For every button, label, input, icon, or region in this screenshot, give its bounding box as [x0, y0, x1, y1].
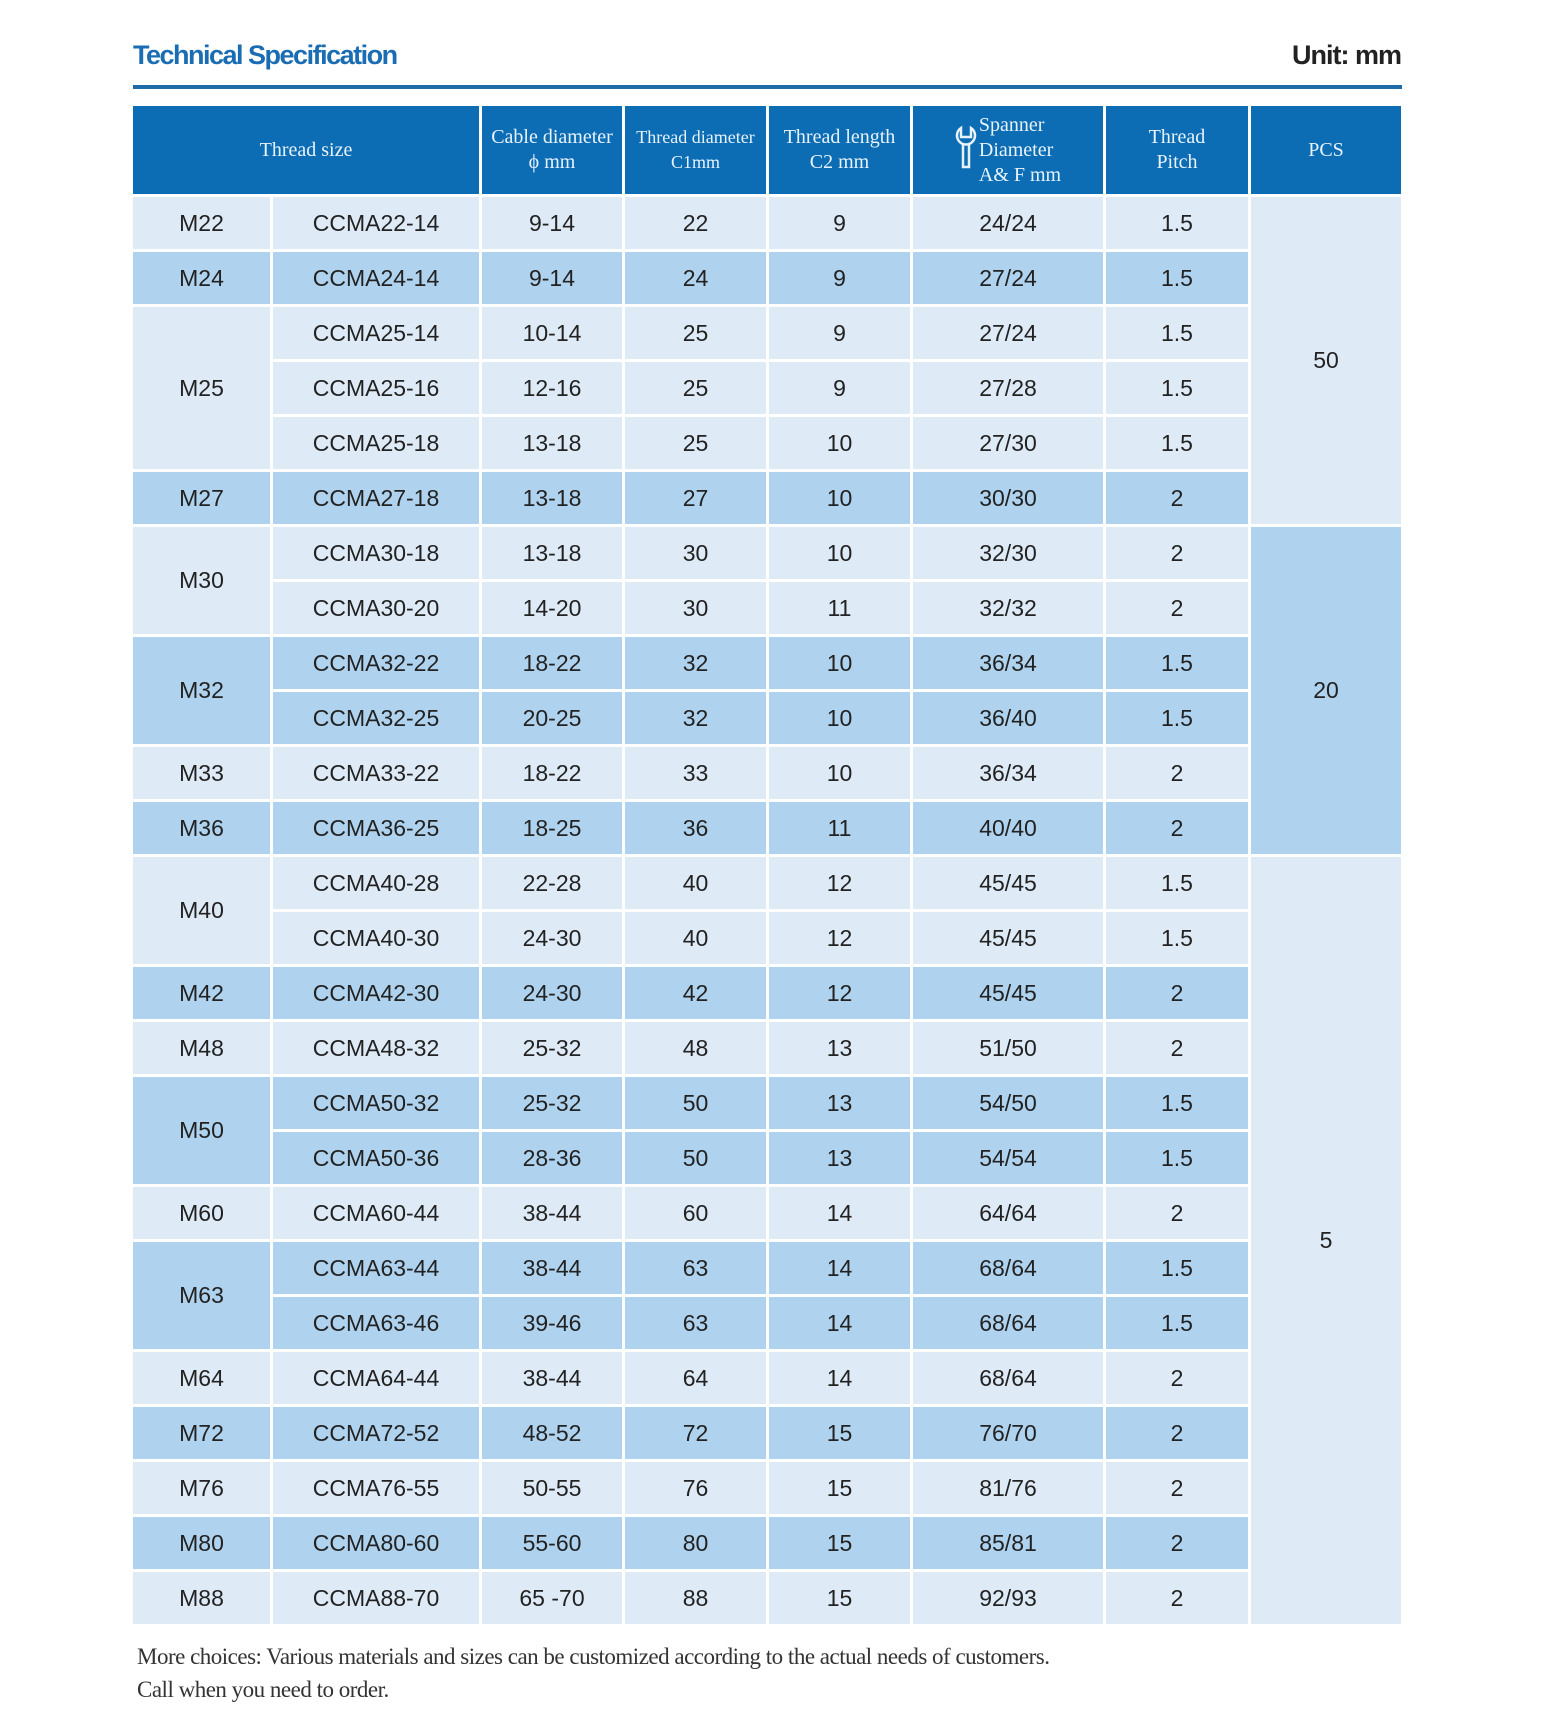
table-row — [133, 417, 1401, 469]
cable-diameter-cell: 20-25 — [482, 692, 622, 744]
spec-table-body — [133, 197, 1401, 1624]
thread-size-cell: M50 — [133, 1077, 270, 1184]
model-cell: CCMA30-20 — [273, 582, 479, 634]
thread-diameter-cell: 40 — [625, 912, 766, 964]
cable-diameter-cell: 10-14 — [482, 307, 622, 359]
col-unit: C1mm — [670, 152, 720, 172]
spanner-af-cell: 68/64 — [913, 1297, 1103, 1349]
model-cell: CCMA63-44 — [273, 1242, 479, 1294]
thread-diameter-cell: 50 — [625, 1132, 766, 1184]
header-row — [133, 106, 1401, 194]
thread-length-cell: 10 — [769, 747, 910, 799]
thread-pitch-cell: 1.5 — [1106, 912, 1248, 964]
table-row — [133, 637, 1401, 689]
model-cell: CCMA24-14 — [273, 252, 479, 304]
table-row — [133, 1022, 1401, 1074]
spanner-af-cell: 27/24 — [913, 307, 1103, 359]
thread-pitch-cell: 2 — [1106, 1407, 1248, 1459]
col-label: Thread — [1148, 126, 1206, 148]
spanner-af-cell: 36/40 — [913, 692, 1103, 744]
model-cell: CCMA80-60 — [273, 1517, 479, 1569]
cable-diameter-cell: 9-14 — [482, 252, 622, 304]
thread-diameter-cell: 72 — [625, 1407, 766, 1459]
model-cell: CCMA63-46 — [273, 1297, 479, 1349]
page-title: Technical Specification — [133, 40, 397, 70]
cable-diameter-cell: 14-20 — [482, 582, 622, 634]
col-label: Thread diameter — [636, 127, 755, 147]
thread-diameter-cell: 30 — [625, 582, 766, 634]
col-unit: C2 mm — [809, 151, 870, 173]
col-cable-diameter — [482, 106, 622, 194]
thread-diameter-cell: 64 — [625, 1352, 766, 1404]
thread-diameter-cell: 25 — [625, 417, 766, 469]
model-cell: CCMA40-28 — [273, 857, 479, 909]
thread-pitch-cell: 1.5 — [1106, 1297, 1248, 1349]
thread-diameter-cell: 60 — [625, 1187, 766, 1239]
thread-diameter-cell: 76 — [625, 1462, 766, 1514]
cable-diameter-cell: 55-60 — [482, 1517, 622, 1569]
spanner-af-cell: 81/76 — [913, 1462, 1103, 1514]
model-cell: CCMA36-25 — [273, 802, 479, 854]
thread-diameter-cell: 33 — [625, 747, 766, 799]
thread-size-cell: M76 — [133, 1462, 270, 1514]
table-row — [133, 1297, 1401, 1349]
thread-diameter-cell: 50 — [625, 1077, 766, 1129]
col-spanner — [913, 106, 1103, 194]
thread-pitch-cell: 1.5 — [1106, 1077, 1248, 1129]
cable-diameter-cell: 28-36 — [482, 1132, 622, 1184]
spanner-af-cell: 40/40 — [913, 802, 1103, 854]
cable-diameter-cell: 38-44 — [482, 1352, 622, 1404]
thread-pitch-cell: 2 — [1106, 1517, 1248, 1569]
thread-length-cell: 15 — [769, 1462, 910, 1514]
spanner-af-cell: 68/64 — [913, 1352, 1103, 1404]
model-cell: CCMA33-22 — [273, 747, 479, 799]
thread-diameter-cell: 25 — [625, 307, 766, 359]
thread-length-cell: 12 — [769, 912, 910, 964]
thread-pitch-cell: 2 — [1106, 802, 1248, 854]
col-label: Spanner — [978, 113, 1045, 136]
thread-length-cell: 15 — [769, 1517, 910, 1569]
spanner-af-cell: 36/34 — [913, 747, 1103, 799]
thread-pitch-cell: 2 — [1106, 582, 1248, 634]
thread-diameter-cell: 24 — [625, 252, 766, 304]
cable-diameter-cell: 12-16 — [482, 362, 622, 414]
model-cell: CCMA60-44 — [273, 1187, 479, 1239]
thread-pitch-cell: 2 — [1106, 1462, 1248, 1514]
pcs-cell: 5 — [1251, 857, 1401, 1624]
thread-length-cell: 9 — [769, 197, 910, 249]
thread-diameter-cell: 40 — [625, 857, 766, 909]
cable-diameter-cell: 24-30 — [482, 912, 622, 964]
cable-diameter-cell: 39-46 — [482, 1297, 622, 1349]
thread-diameter-cell: 32 — [625, 637, 766, 689]
spanner-af-cell: 68/64 — [913, 1242, 1103, 1294]
thread-diameter-cell: 22 — [625, 197, 766, 249]
cable-diameter-cell: 13-18 — [482, 417, 622, 469]
spanner-af-cell: 32/32 — [913, 582, 1103, 634]
thread-size-cell: M60 — [133, 1187, 270, 1239]
table-row — [133, 362, 1401, 414]
thread-pitch-cell: 2 — [1106, 472, 1248, 524]
thread-diameter-cell: 42 — [625, 967, 766, 1019]
cable-diameter-cell: 18-22 — [482, 747, 622, 799]
model-cell: CCMA42-30 — [273, 967, 479, 1019]
table-row — [133, 1077, 1401, 1129]
thread-pitch-cell: 1.5 — [1106, 692, 1248, 744]
thread-pitch-cell: 2 — [1106, 1352, 1248, 1404]
thread-diameter-cell: 80 — [625, 1517, 766, 1569]
model-cell: CCMA88-70 — [273, 1572, 479, 1624]
cable-diameter-cell: 13-18 — [482, 472, 622, 524]
thread-length-cell: 10 — [769, 692, 910, 744]
spanner-af-cell: 36/34 — [913, 637, 1103, 689]
thread-length-cell: 11 — [769, 802, 910, 854]
spanner-af-cell: 30/30 — [913, 472, 1103, 524]
thread-size-cell: M64 — [133, 1352, 270, 1404]
col-label: Pitch — [1156, 151, 1198, 173]
thread-pitch-cell: 1.5 — [1106, 1242, 1248, 1294]
spanner-af-cell: 54/50 — [913, 1077, 1103, 1129]
thread-size-cell: M25 — [133, 307, 270, 469]
thread-diameter-cell: 25 — [625, 362, 766, 414]
wrench-icon — [955, 125, 977, 176]
thread-size-cell: M32 — [133, 637, 270, 744]
thread-pitch-cell: 2 — [1106, 1572, 1248, 1624]
model-cell: CCMA27-18 — [273, 472, 479, 524]
thread-pitch-cell: 1.5 — [1106, 362, 1248, 414]
spanner-af-cell: 85/81 — [913, 1517, 1103, 1569]
thread-length-cell: 10 — [769, 417, 910, 469]
model-cell: CCMA76-55 — [273, 1462, 479, 1514]
thread-size-cell: M63 — [133, 1242, 270, 1349]
thread-diameter-cell: 27 — [625, 472, 766, 524]
footer-note: More choices: Various materials and sizes can be customized according to the actual needs of customers. — [137, 1644, 1050, 1669]
title-divider — [133, 85, 1402, 89]
thread-size-cell: M40 — [133, 857, 270, 964]
thread-length-cell: 9 — [769, 252, 910, 304]
col-unit: ϕ mm — [528, 151, 576, 173]
cable-diameter-cell: 38-44 — [482, 1242, 622, 1294]
spanner-af-cell: 45/45 — [913, 912, 1103, 964]
thread-size-cell: M48 — [133, 1022, 270, 1074]
table-row — [133, 527, 1401, 579]
cable-diameter-cell: 18-25 — [482, 802, 622, 854]
table-row — [133, 582, 1401, 634]
thread-size-cell: M88 — [133, 1572, 270, 1624]
cable-diameter-cell: 13-18 — [482, 527, 622, 579]
spanner-af-cell: 24/24 — [913, 197, 1103, 249]
cable-diameter-cell: 50-55 — [482, 1462, 622, 1514]
thread-length-cell: 13 — [769, 1132, 910, 1184]
model-cell: CCMA72-52 — [273, 1407, 479, 1459]
cable-diameter-cell: 48-52 — [482, 1407, 622, 1459]
col-label: Thread length — [783, 126, 896, 148]
thread-length-cell: 11 — [769, 582, 910, 634]
table-row — [133, 1407, 1401, 1459]
thread-diameter-cell: 63 — [625, 1297, 766, 1349]
table-row — [133, 1187, 1401, 1239]
thread-length-cell: 10 — [769, 637, 910, 689]
thread-length-cell: 14 — [769, 1242, 910, 1294]
thread-size-cell: M30 — [133, 527, 270, 634]
cable-diameter-cell: 38-44 — [482, 1187, 622, 1239]
table-row — [133, 912, 1401, 964]
cable-diameter-cell: 25-32 — [482, 1077, 622, 1129]
thread-pitch-cell: 1.5 — [1106, 197, 1248, 249]
pcs-cell: 20 — [1251, 527, 1401, 854]
model-cell: CCMA50-32 — [273, 1077, 479, 1129]
spanner-af-cell: 92/93 — [913, 1572, 1103, 1624]
spanner-af-cell: 45/45 — [913, 967, 1103, 1019]
thread-diameter-cell: 36 — [625, 802, 766, 854]
model-cell: CCMA22-14 — [273, 197, 479, 249]
col-thread-length — [769, 106, 910, 194]
thread-pitch-cell: 1.5 — [1106, 307, 1248, 359]
table-row — [133, 1517, 1401, 1569]
thread-length-cell: 10 — [769, 527, 910, 579]
footer-note-order: Call when you need to order. — [137, 1677, 389, 1702]
thread-size-cell: M24 — [133, 252, 270, 304]
cable-diameter-cell: 24-30 — [482, 967, 622, 1019]
cable-diameter-cell: 22-28 — [482, 857, 622, 909]
thread-pitch-cell: 1.5 — [1106, 1132, 1248, 1184]
thread-length-cell: 14 — [769, 1187, 910, 1239]
thread-size-cell: M42 — [133, 967, 270, 1019]
thread-pitch-cell: 2 — [1106, 747, 1248, 799]
model-cell: CCMA32-22 — [273, 637, 479, 689]
thread-length-cell: 14 — [769, 1297, 910, 1349]
thread-pitch-cell: 1.5 — [1106, 637, 1248, 689]
table-row — [133, 252, 1401, 304]
thread-size-cell: M72 — [133, 1407, 270, 1459]
table-row — [133, 1572, 1401, 1624]
model-cell: CCMA64-44 — [273, 1352, 479, 1404]
thread-length-cell: 15 — [769, 1572, 910, 1624]
cable-diameter-cell: 18-22 — [482, 637, 622, 689]
thread-pitch-cell: 2 — [1106, 1187, 1248, 1239]
thread-size-cell: M27 — [133, 472, 270, 524]
spanner-af-cell: 27/28 — [913, 362, 1103, 414]
col-thread-pitch — [1106, 106, 1248, 194]
spanner-af-cell: 76/70 — [913, 1407, 1103, 1459]
table-row — [133, 1352, 1401, 1404]
model-cell: CCMA40-30 — [273, 912, 479, 964]
thread-diameter-cell: 30 — [625, 527, 766, 579]
col-thread-diameter — [625, 106, 766, 194]
col-label: Cable diameter — [491, 126, 613, 148]
model-cell: CCMA48-32 — [273, 1022, 479, 1074]
thread-pitch-cell: 1.5 — [1106, 417, 1248, 469]
spanner-af-cell: 54/54 — [913, 1132, 1103, 1184]
spanner-af-cell: 51/50 — [913, 1022, 1103, 1074]
thread-diameter-cell: 32 — [625, 692, 766, 744]
thread-length-cell: 9 — [769, 307, 910, 359]
table-row — [133, 307, 1401, 359]
model-cell: CCMA32-25 — [273, 692, 479, 744]
thread-pitch-cell: 2 — [1106, 967, 1248, 1019]
model-cell: CCMA30-18 — [273, 527, 479, 579]
table-row — [133, 802, 1401, 854]
thread-size-cell: M33 — [133, 747, 270, 799]
col-unit: A& F mm — [978, 163, 1062, 186]
thread-pitch-cell: 1.5 — [1106, 252, 1248, 304]
thread-length-cell: 9 — [769, 362, 910, 414]
thread-diameter-cell: 63 — [625, 1242, 766, 1294]
spanner-af-cell: 45/45 — [913, 857, 1103, 909]
table-row — [133, 1462, 1401, 1514]
thread-size-cell: M22 — [133, 197, 270, 249]
thread-length-cell: 13 — [769, 1022, 910, 1074]
thread-pitch-cell: 2 — [1106, 527, 1248, 579]
table-row — [133, 747, 1401, 799]
spanner-af-cell: 27/24 — [913, 252, 1103, 304]
thread-pitch-cell: 2 — [1106, 1022, 1248, 1074]
table-row — [133, 967, 1401, 1019]
thread-length-cell: 14 — [769, 1352, 910, 1404]
spanner-af-cell: 27/30 — [913, 417, 1103, 469]
thread-length-cell: 15 — [769, 1407, 910, 1459]
col-label: Diameter — [978, 138, 1054, 161]
thread-length-cell: 12 — [769, 967, 910, 1019]
pcs-cell: 50 — [1251, 197, 1401, 524]
thread-diameter-cell: 88 — [625, 1572, 766, 1624]
thread-length-cell: 10 — [769, 472, 910, 524]
table-row — [133, 692, 1401, 744]
col-thread-size: Thread size — [133, 106, 479, 194]
table-row — [133, 1132, 1401, 1184]
table-row — [133, 857, 1401, 909]
thread-size-cell: M36 — [133, 802, 270, 854]
cable-diameter-cell: 9-14 — [482, 197, 622, 249]
thread-length-cell: 12 — [769, 857, 910, 909]
cable-diameter-cell: 65 -70 — [482, 1572, 622, 1624]
spanner-af-cell: 64/64 — [913, 1187, 1103, 1239]
model-cell: CCMA50-36 — [273, 1132, 479, 1184]
spanner-af-cell: 32/30 — [913, 527, 1103, 579]
thread-diameter-cell: 48 — [625, 1022, 766, 1074]
model-cell: CCMA25-18 — [273, 417, 479, 469]
model-cell: CCMA25-16 — [273, 362, 479, 414]
thread-pitch-cell: 1.5 — [1106, 857, 1248, 909]
cable-diameter-cell: 25-32 — [482, 1022, 622, 1074]
spec-table — [130, 103, 1404, 1627]
col-pcs: PCS — [1251, 106, 1401, 194]
thread-length-cell: 13 — [769, 1077, 910, 1129]
table-row — [133, 1242, 1401, 1294]
table-row — [133, 472, 1401, 524]
unit-label: Unit: mm — [1292, 40, 1401, 70]
table-row — [133, 197, 1401, 249]
thread-size-cell: M80 — [133, 1517, 270, 1569]
model-cell: CCMA25-14 — [273, 307, 479, 359]
